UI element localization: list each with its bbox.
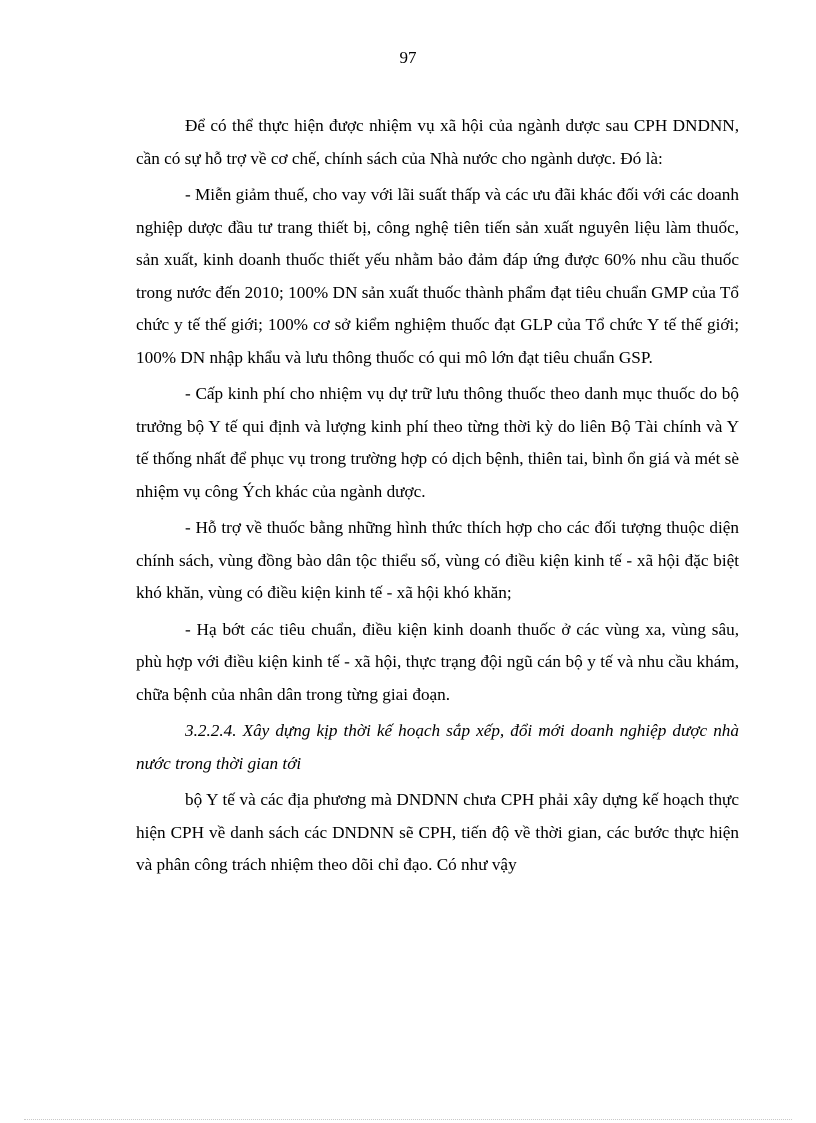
closing-paragraph: bộ Y tế và các địa phương mà DNDNN chưa CPH phải xây dựng kế hoạch thực hiện CPH về danh sách các DNDNN sẽ CPH, tiến độ về thời gian, các bước thực hiện và phân công trách nhiệm theo dõi chỉ đạo. Có như vậy (136, 790, 739, 874)
standards-paragraph: - Hạ bớt các tiêu chuẩn, điều kiện kinh doanh thuốc ở các vùng xa, vùng sâu, phù hợp với điều kiện kinh tế - xã hội, thực trạng đội ngũ cán bộ y tế và nhu cầu khám, chữa bệnh của nhân dân trong từng giai đoạn. (136, 619, 739, 704)
tax-exemption-paragraph: - Miễn giảm thuế, cho vay với lãi suất thấp và các ưu đãi khác đối với các doanh nghiệp dược đầu tư trang thiết bị, công nghệ tiên tiến sản xuất nguyên liệu làm thuốc, sản xuất, kinh doanh thuốc thiết yếu nhằm bảo đảm đáp ứng được 60% nhu cầu thuốc trong nước đến 2010; 100% DN sản xuất thuốc thành phẩm đạt tiêu chuẩn GMP của Tổ chức y tế thế giới; 100% cơ sở kiểm nghiệm thuốc đạt GLP của Tổ chức Y tế thế giới; 100% DN nhập khẩu và lưu thông thuốc có qui mô lớn đạt tiêu chuẩn GSP. (136, 185, 739, 367)
funding-paragraph: - Cấp kinh phí cho nhiệm vụ dự trữ lưu thông thuốc theo danh mục thuốc do bộ trưởng bộ Y tế qui định và lượng kinh phí theo từng thời kỳ do liên Bộ Tài chính và Y tế thống nhất để phục vụ trong trường hợp có dịch bệnh, thiên tai, bình ổn giá và mét sè nhiệm vụ công Ých khác của ngành dược. (136, 384, 739, 501)
page-number: 97 (399, 48, 417, 67)
drug-support-paragraph: - Hỗ trợ về thuốc bằng những hình thức thích hợp cho các đối tượng thuộc diện chính sách, vùng đồng bào dân tộc thiểu số, vùng có điều kiện kinh tế - xã hội đặc biệt khó khăn, vùng có điều kiện kinh tế - xã hội khó khăn; (136, 518, 739, 602)
document-body (136, 110, 739, 886)
page-bottom-divider (24, 1119, 792, 1120)
intro-paragraph: Để có thể thực hiện được nhiệm vụ xã hội của ngành dược sau CPH DNDNN, cần có sự hỗ trợ về cơ chế, chính sách của Nhà nước cho ngành dược. Đó là: (136, 116, 739, 168)
section-heading: 3.2.2.4. Xây dựng kịp thời kế hoạch sắp xếp, đổi mới doanh nghiệp dược nhà nước trong thời gian tới (136, 721, 739, 773)
